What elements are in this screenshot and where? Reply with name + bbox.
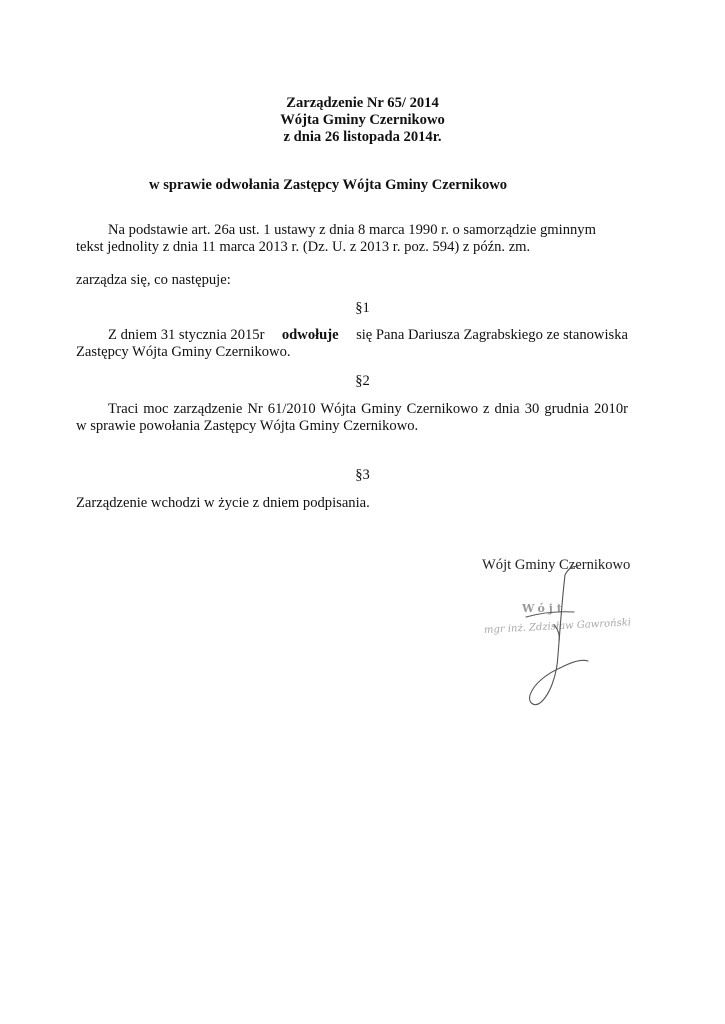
section-3-label: §3 [355,467,370,483]
section-1-line-1 [108,327,628,344]
document-subject: w sprawie odwołania Zastępcy Wójta Gminy Czernikowo [149,177,508,193]
section-1-text-end: się Pana Dariusza Zagrabskiego ze stanowiska [356,327,628,343]
document-issuer: Wójta Gminy Czernikowo [280,112,445,128]
section-2-line-1: Traci moc zarządzenie Nr 61/2010 Wójta Gminy Czernikowo z dnia 30 grudnia 2010r [108,401,628,417]
document-title: Zarządzenie Nr 65/ 2014 [286,95,439,111]
handwritten-signature [470,555,670,715]
signer-title: Wójt Gminy Czernikowo [482,557,631,573]
stamp-title: Wójt [522,602,566,615]
decree-intro: zarządza się, co następuje: [76,272,231,288]
document-date: z dnia 26 listopada 2014r. [283,129,442,145]
section-3-line-1: Zarządzenie wchodzi w życie z dniem podpisania. [76,495,370,511]
stamp-name: mgr inż. Zdzisław Gawroński [483,617,632,636]
section-1-bold-word: odwołuje [281,327,339,343]
section-1-label: §1 [355,300,370,316]
legal-basis-line-2: tekst jednolity z dnia 11 marca 2013 r. (Dz. U. z 2013 r. poz. 594) z późn. zm. [76,239,531,255]
section-1-line-2: Zastępcy Wójta Gminy Czernikowo. [76,344,291,360]
section-1-text-start: Z dniem 31 stycznia 2015r [108,327,265,343]
legal-basis-line-1: Na podstawie art. 26a ust. 1 ustawy z dnia 8 marca 1990 r. o samorządzie gminnym [108,222,596,238]
section-2-label: §2 [355,373,370,389]
section-2-line-2: w sprawie powołania Zastępcy Wójta Gminy Czernikowo. [76,418,419,434]
